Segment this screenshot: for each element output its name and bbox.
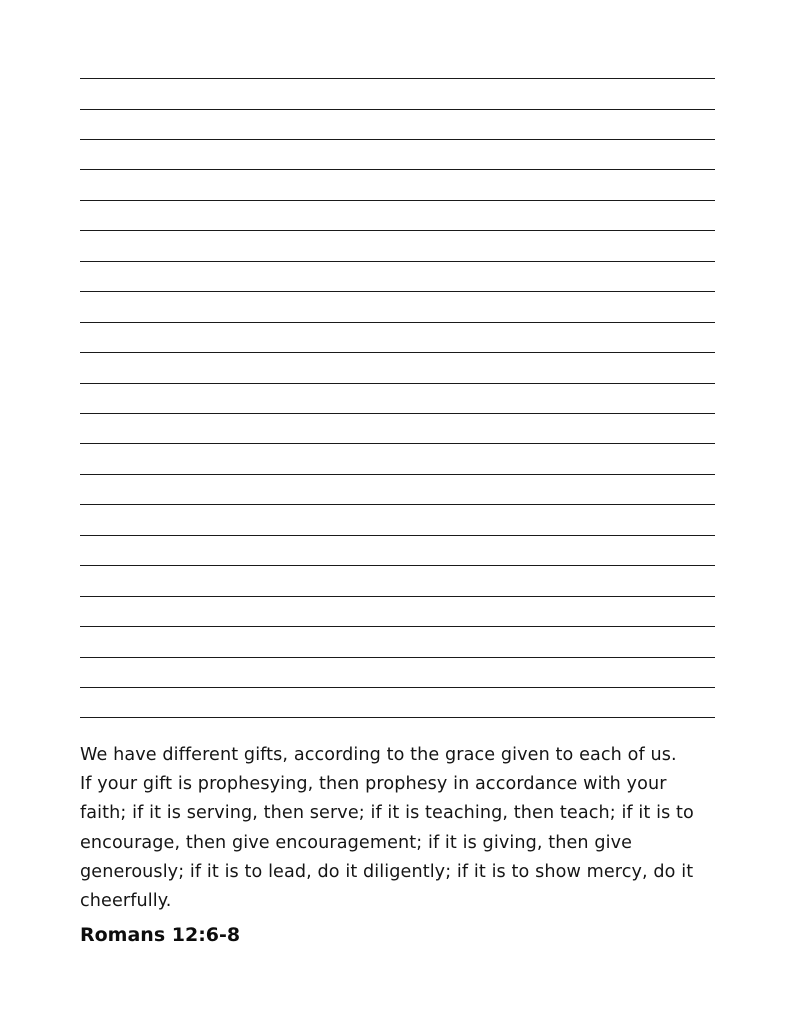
- writing-line[interactable]: [80, 230, 715, 231]
- writing-line[interactable]: [80, 139, 715, 140]
- writing-line[interactable]: [80, 626, 715, 627]
- scripture-reference: Romans 12:6-8: [80, 924, 241, 946]
- writing-line[interactable]: [80, 474, 715, 475]
- writing-line[interactable]: [80, 565, 715, 566]
- scripture-line: cheerfully.: [80, 891, 172, 912]
- scripture-line: generously; if it is to lead, do it diligently; if it is to show mercy, do it: [80, 861, 694, 882]
- scripture-line: encourage, then give encouragement; if it is giving, then give: [80, 832, 633, 853]
- writing-line[interactable]: [80, 200, 715, 201]
- writing-line[interactable]: [80, 717, 715, 718]
- writing-line[interactable]: [80, 413, 715, 414]
- scripture-passage: [80, 741, 720, 916]
- writing-line[interactable]: [80, 687, 715, 688]
- writing-line[interactable]: [80, 169, 715, 170]
- writing-line[interactable]: [80, 261, 715, 262]
- writing-line[interactable]: [80, 322, 715, 323]
- writing-line[interactable]: [80, 78, 715, 79]
- scripture-line: We have different gifts, according to the grace given to each of us.: [80, 745, 677, 765]
- writing-line[interactable]: [80, 535, 715, 536]
- writing-line[interactable]: [80, 383, 715, 384]
- scripture-line: faith; if it is serving, then serve; if it is teaching, then teach; if it is to: [80, 803, 694, 824]
- writing-line[interactable]: [80, 443, 715, 444]
- scripture-line: If your gift is prophesying, then prophesy in accordance with your: [80, 774, 667, 795]
- writing-line[interactable]: [80, 109, 715, 110]
- writing-line[interactable]: [80, 352, 715, 353]
- writing-line[interactable]: [80, 504, 715, 505]
- writing-line[interactable]: [80, 657, 715, 658]
- writing-line[interactable]: [80, 291, 715, 292]
- writing-line[interactable]: [80, 596, 715, 597]
- ruled-writing-area[interactable]: [80, 0, 715, 730]
